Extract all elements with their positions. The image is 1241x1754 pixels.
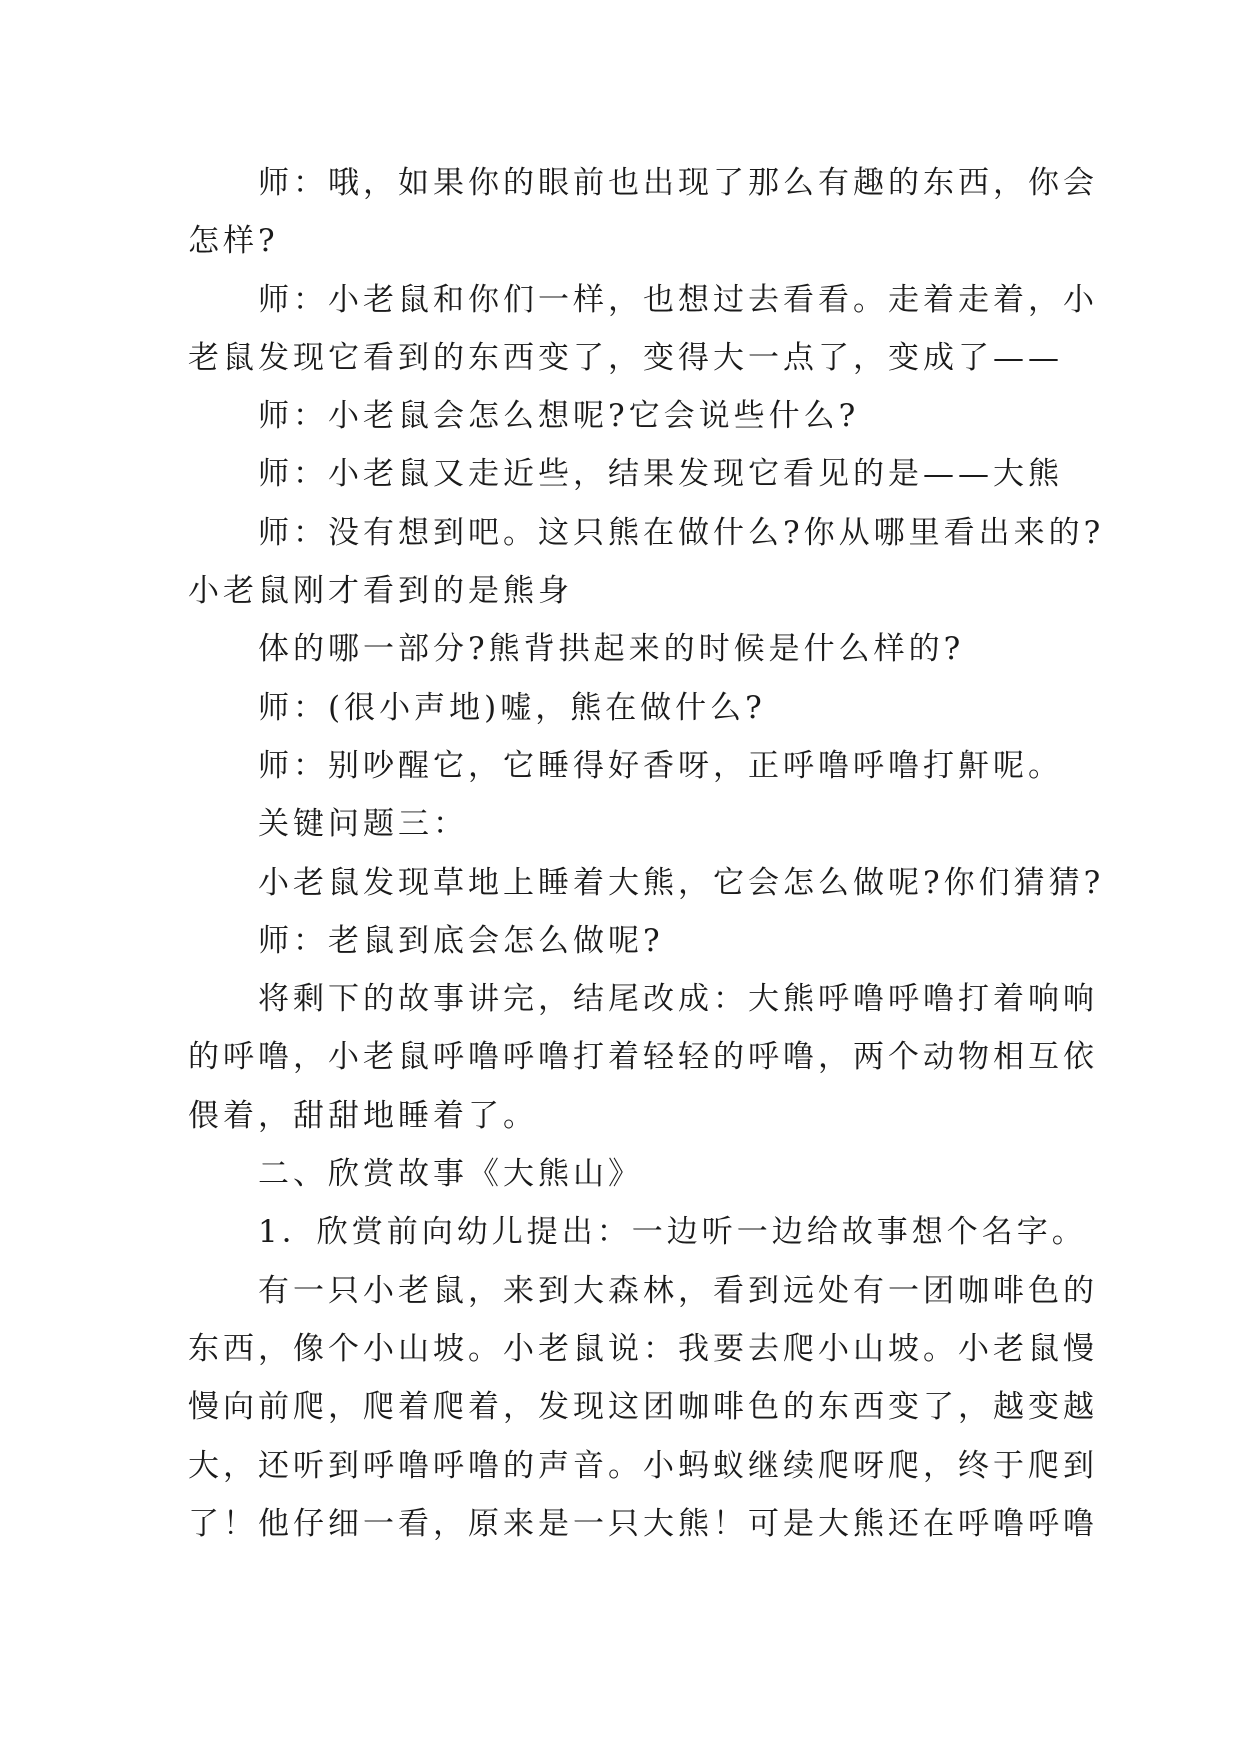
text-line-6: 师：小老鼠又走近些，结果发现它看见的是——大熊 — [258, 456, 1063, 493]
text-line-9: 体的哪一部分?熊背拱起来的时候是什么样的? — [258, 631, 965, 668]
text-line-14: 师：老鼠到底会怎么做呢? — [258, 922, 664, 959]
text-line-13: 小老鼠发现草地上睡着大熊，它会怎么做呢?你们猜猜? — [258, 864, 1105, 901]
text-line-1: 师：哦，如果你的眼前也出现了那么有趣的东西，你会 — [258, 165, 1098, 201]
text-line-11: 师：别吵醒它，它睡得好香呀，正呼噜呼噜打鼾呢。 — [258, 747, 1063, 784]
text-line-23: 大，还听到呼噜呼噜的声音。小蚂蚁继续爬呀爬，终于爬到 — [188, 1447, 1098, 1484]
text-line-20: 有一只小老鼠，来到大森林，看到远处有一团咖啡色的 — [258, 1272, 1098, 1309]
text-line-12: 关键问题三： — [258, 806, 468, 843]
text-line-21: 东西，像个小山坡。小老鼠说：我要去爬小山坡。小老鼠慢 — [188, 1330, 1098, 1367]
text-line-5: 师：小老鼠会怎么想呢?它会说些什么? — [258, 398, 860, 435]
text-line-16: 的呼噜，小老鼠呼噜呼噜打着轻轻的呼噜，两个动物相互依 — [188, 1039, 1098, 1076]
text-line-8: 小老鼠刚才看到的是熊身 — [188, 573, 573, 610]
text-line-19: 1．欣赏前向幼儿提出：一边听一边给故事想个名字。 — [258, 1214, 1087, 1251]
text-line-10: 师：(很小声地)嘘，熊在做什么? — [258, 689, 766, 726]
section-heading: 二、欣赏故事《大熊山》 — [258, 1156, 643, 1193]
text-line-3: 师：小老鼠和你们一样，也想过去看看。走着走着，小 — [258, 281, 1098, 318]
text-line-24: 了！他仔细一看，原来是一只大熊！可是大熊还在呼噜呼噜 — [188, 1505, 1098, 1542]
text-line-7: 师：没有想到吧。这只熊在做什么?你从哪里看出来的? — [258, 514, 1105, 551]
text-line-4: 老鼠发现它看到的东西变了，变得大一点了，变成了—— — [188, 339, 1063, 376]
text-line-15: 将剩下的故事讲完，结尾改成：大熊呼噜呼噜打着响响 — [258, 981, 1098, 1018]
text-line-2: 怎样? — [188, 223, 279, 260]
document-body — [188, 154, 1105, 1553]
text-line-17: 偎着，甜甜地睡着了。 — [188, 1097, 538, 1134]
text-line-22: 慢向前爬，爬着爬着，发现这团咖啡色的东西变了，越变越 — [188, 1389, 1098, 1426]
